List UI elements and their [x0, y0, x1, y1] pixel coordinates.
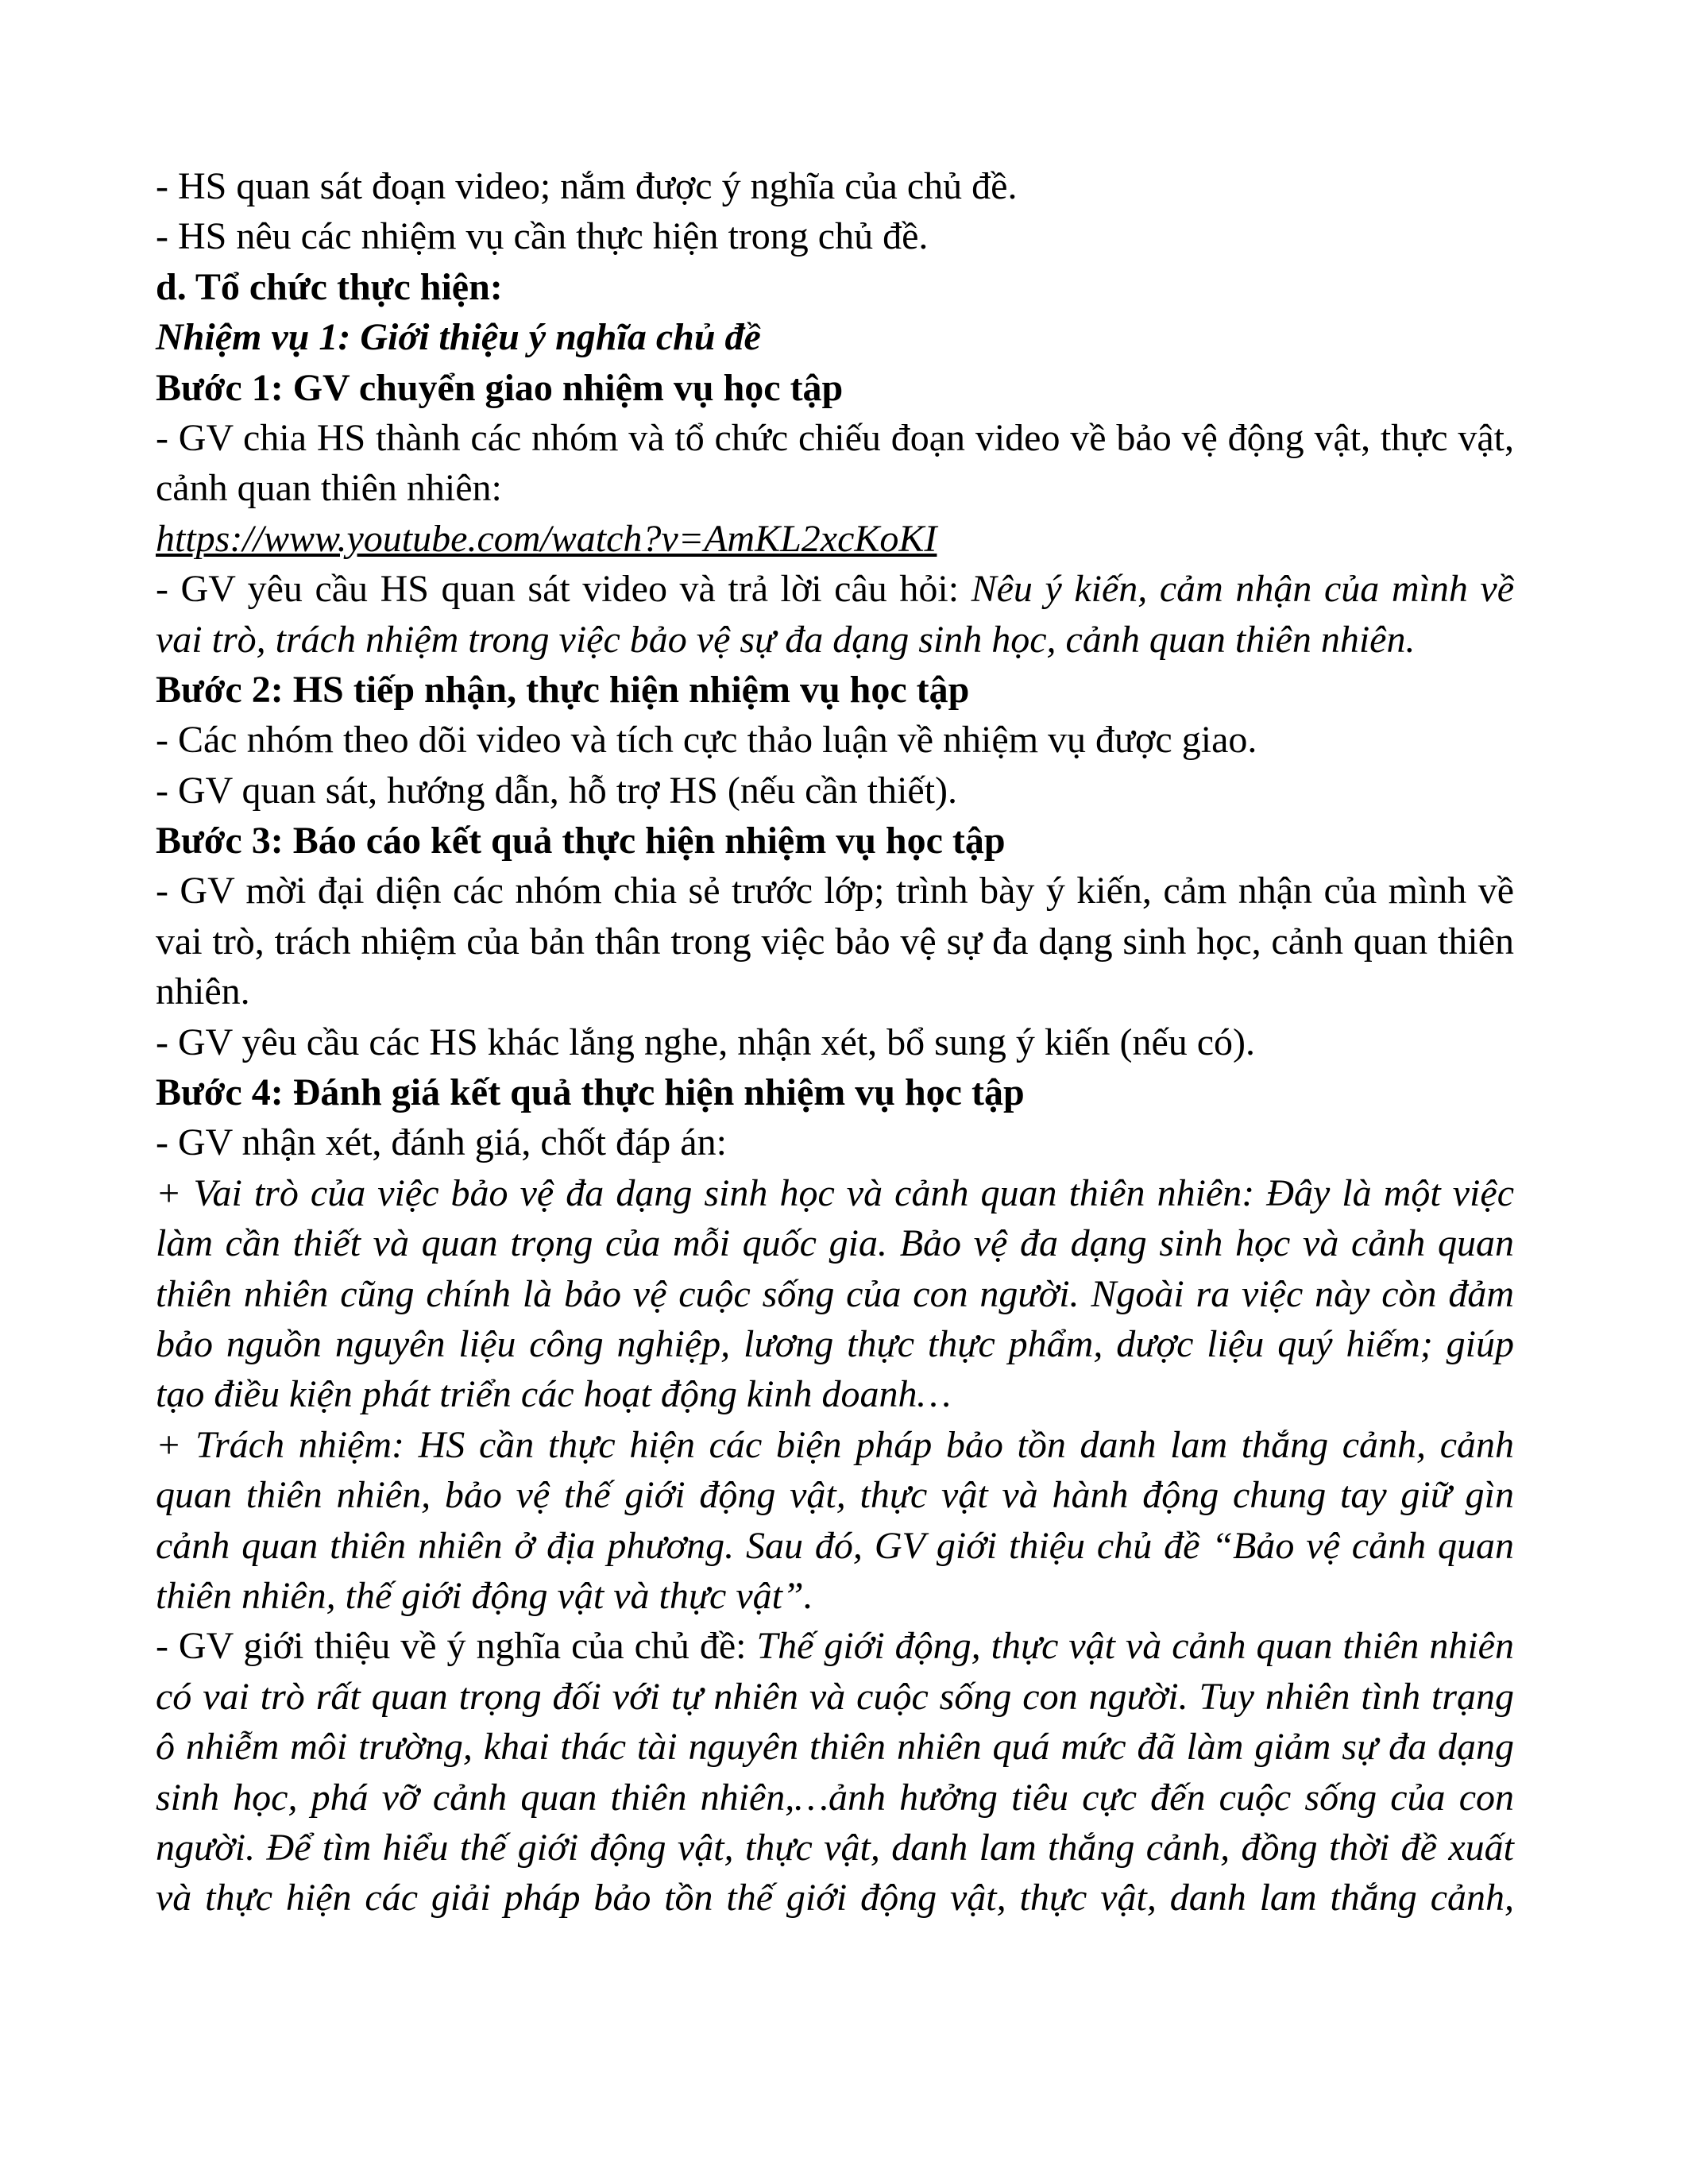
answer-line	[156, 1470, 1514, 1520]
text: + Trách nhiệm: HS cần thực hiện các biện pháp bảo tồn danh lam thắng cảnh, cảnh	[156, 1423, 1514, 1466]
text: Bước 4: Đánh giá kết quả thực hiện nhiệm vụ học tập	[156, 1071, 1025, 1114]
body-line	[156, 766, 1514, 816]
meaning-line	[156, 1773, 1514, 1823]
text: - GV nhận xét, đánh giá, chốt đáp án:	[156, 1121, 727, 1164]
answer-line	[156, 1521, 1514, 1571]
text: - GV chia HS thành các nhóm và tổ chức chiếu đoạn video về bảo vệ động vật, thực vật,	[156, 416, 1514, 459]
meaning-line	[156, 1873, 1514, 1923]
meaning-text: Thế giới động, thực vật và cảnh quan thiên nhiên	[756, 1625, 1514, 1668]
text: - Các nhóm theo dõi video và tích cực thảo luận về nhiệm vụ được giao.	[156, 719, 1257, 762]
answer-line	[156, 1218, 1514, 1268]
meaning-line	[156, 1722, 1514, 1772]
text: cảnh quan thiên nhiên ở địa phương. Sau đó, GV giới thiệu chủ đề “Bảo vệ cảnh quan	[156, 1524, 1514, 1567]
answer-line	[156, 1420, 1514, 1470]
text: - GV quan sát, hướng dẫn, hỗ trợ HS (nếu cần thiết).	[156, 769, 958, 812]
text: vai trò, trách nhiệm của bản thân trong việc bảo vệ sự đa dạng sinh học, cảnh quan thiên	[156, 920, 1514, 963]
answer-line	[156, 1319, 1514, 1369]
answer-line	[156, 1571, 1514, 1621]
text: thiên nhiên cũng chính là bảo vệ cuộc sống của con người. Ngoài ra việc này còn đảm	[156, 1272, 1514, 1315]
body-line	[156, 211, 1514, 261]
meaning-line	[156, 1672, 1514, 1722]
task-heading	[156, 312, 1514, 362]
body-line	[156, 715, 1514, 765]
text: làm cần thiết và quan trọng của mỗi quốc gia. Bảo vệ đa dạng sinh học và cảnh quan	[156, 1222, 1514, 1265]
text: quan thiên nhiên, bảo vệ thế giới động vật, thực vật và hành động chung tay giữ gìn	[156, 1474, 1514, 1517]
body-line	[156, 1017, 1514, 1067]
body-line	[156, 413, 1514, 463]
text: tạo điều kiện phát triển các hoạt động kinh doanh…	[156, 1373, 952, 1416]
text: cảnh quan thiên nhiên:	[156, 467, 502, 510]
text: - GV yêu cầu các HS khác lắng nghe, nhận xét, bổ sung ý kiến (nếu có).	[156, 1021, 1256, 1063]
body-line	[156, 967, 1514, 1017]
text: và thực hiện các giải pháp bảo tồn thế giới động vật, thực vật, danh lam thắng cảnh,	[156, 1877, 1514, 1920]
answer-line	[156, 1369, 1514, 1419]
question-text: vai trò, trách nhiệm trong việc bảo vệ sự đa dạng sinh học, cảnh quan thiên nhiên.	[156, 618, 1416, 661]
answer-line	[156, 1168, 1514, 1218]
step-heading	[156, 816, 1514, 866]
body-line	[156, 161, 1514, 211]
document-page	[156, 161, 1514, 1924]
text: nhiên.	[156, 970, 250, 1013]
body-line	[156, 1117, 1514, 1167]
step-heading	[156, 665, 1514, 715]
text: thiên nhiên, thế giới động vật và thực vật”.	[156, 1574, 813, 1617]
body-line	[156, 866, 1514, 916]
text: - GV yêu cầu HS quan sát video và trả lời câu hỏi:	[156, 568, 971, 611]
body-line	[156, 463, 1514, 513]
text: Bước 2: HS tiếp nhận, thực hiện nhiệm vụ học tập	[156, 668, 970, 711]
text: - HS quan sát đoạn video; nắm được ý nghĩa của chủ đề.	[156, 165, 1018, 207]
text: d. Tổ chức thực hiện:	[156, 265, 503, 308]
text: người. Để tìm hiểu thế giới động vật, thực vật, danh lam thắng cảnh, đồng thời đề xuất	[156, 1826, 1514, 1869]
meaning-line	[156, 1823, 1514, 1873]
text: - GV giới thiệu về ý nghĩa của chủ đề:	[156, 1625, 757, 1668]
text: + Vai trò của việc bảo vệ đa dạng sinh học và cảnh quan thiên nhiên: Đây là một việc	[156, 1171, 1514, 1214]
text: có vai trò rất quan trọng đối với tự nhiên và cuộc sống con người. Tuy nhiên tình trạng	[156, 1675, 1514, 1718]
body-line	[156, 916, 1514, 967]
text: ô nhiễm môi trường, khai thác tài nguyên thiên nhiên quá mức đã làm giảm sự đa dạng	[156, 1726, 1514, 1769]
body-line	[156, 564, 1514, 614]
body-line	[156, 615, 1514, 665]
text: Bước 1: GV chuyển giao nhiệm vụ học tập	[156, 366, 844, 409]
text: - GV mời đại diện các nhóm chia sẻ trước lớp; trình bày ý kiến, cảm nhận của mình về	[156, 870, 1514, 913]
text: Bước 3: Báo cáo kết quả thực hiện nhiệm vụ học tập	[156, 820, 1006, 862]
video-link-line	[156, 514, 1514, 564]
answer-line	[156, 1269, 1514, 1319]
text: - HS nêu các nhiệm vụ cần thực hiện trong chủ đề.	[156, 215, 929, 258]
video-link[interactable]: https://www.youtube.com/watch?v=AmKL2xcKoKI	[156, 517, 937, 560]
text: sinh học, phá vỡ cảnh quan thiên nhiên,…ảnh hưởng tiêu cực đến cuộc sống của con	[156, 1776, 1514, 1819]
step-heading	[156, 363, 1514, 413]
section-heading	[156, 262, 1514, 312]
step-heading	[156, 1067, 1514, 1117]
body-line	[156, 1621, 1514, 1671]
text: bảo nguồn nguyên liệu công nghiệp, lương thực thực phẩm, dược liệu quý hiếm; giúp	[156, 1322, 1514, 1365]
question-text: Nêu ý kiến, cảm nhận của mình về	[971, 568, 1515, 611]
text: Nhiệm vụ 1: Giới thiệu ý nghĩa chủ đề	[156, 316, 761, 359]
